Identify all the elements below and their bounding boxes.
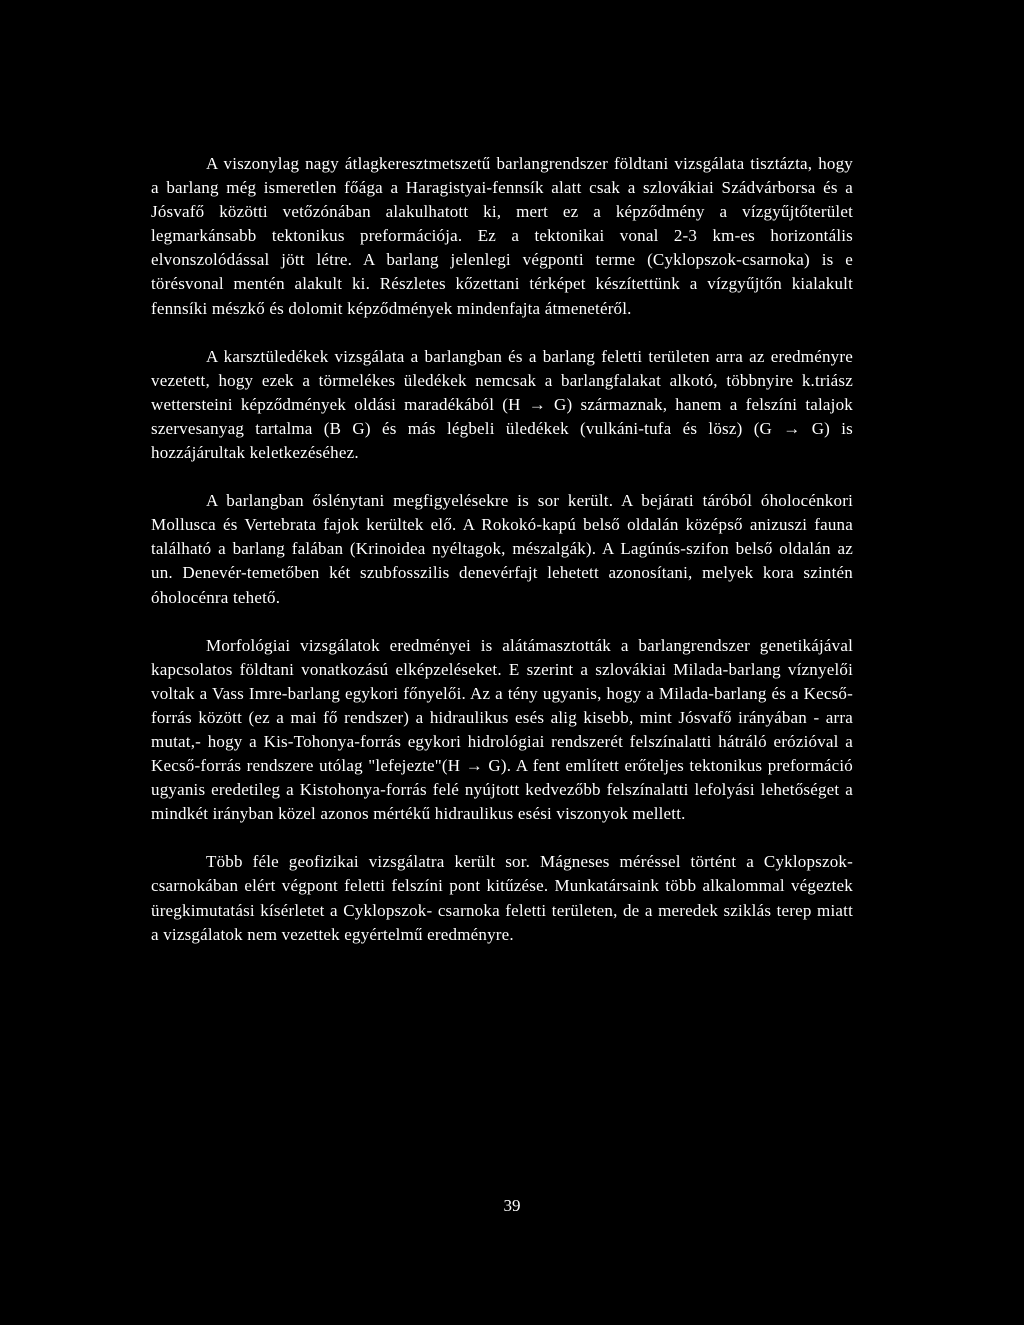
document-body: [151, 152, 853, 947]
paragraph-paleontology: A barlangban őslénytani megfigyelésekre is sor került. A bejárati táróból óholocénkori Mollusca és Vertebrata fajok kerültek elő. A Rokokó-kapú belső oldalán középső anizuszi fauna található a barlang falában (Krinoidea nyéltagok, mészalgák). A Lagúnús-szifon belső oldalán az un. Denevér-temetőben két szubfosszilis denevérfajt lehetett azonosítani, melyek kora szintén óholocénra tehető.: [151, 491, 853, 607]
paragraph-geophysics: Több féle geofizikai vizsgálatra került sor. Mágneses méréssel történt a Cyklopszok-csarnokában elért végpont feletti felszíni pont kitűzése. Munkatársaink több alkalommal végeztek üregkimutatási kísérletet a Cyklopszok- csarnoka feletti területen, de a meredek sziklás terep miatt a vizsgálatok nem vezettek egyértelmű eredményre.: [151, 852, 853, 944]
paragraph-morphology: Morfológiai vizsgálatok eredményei is alátámasztották a barlangrendszer genetikájával kapcsolatos földtani vonatkozású elképzeléseket. E szerint a szlovákiai Milada-barlang víznyelői voltak a Vass Imre-barlang egykori főnyelői. Az a tény ugyanis, hogy a Milada-barlang és a Kecső-forrás között (ez a mai fő rendszer) a hidraulikus esés alig kisebb, mint Jósvafő irányában - arra mutat,- hogy a Kis-Tohonya-forrás egykori hidrológiai rendszerét felszínalatti hátráló erózióval a Kecső-forrás rendszere utólag "lefejezte"(H → G). A fent említett erőteljes tektonikus preformáció ugyanis eredetileg a Kistohonya-forrás felé nyújtott kedvezőbb felszínalatti lefolyási lehetőséget a mindkét irányban közel azonos mértékű hidraulikus esési viszonyok mellett.: [151, 635, 853, 824]
paragraph-karst-sediments: A karsztüledékek vizsgálata a barlangban és a barlang feletti területen arra az eredményre vezetett, hogy ezek a törmelékes üledékek nemcsak a barlangfalakat alkotó, többnyire k.triász wettersteini képződmények oldási maradékából (H → G) származnak, hanem a felszíni talajok szervesanyag tartalma (B G) és más légbeli üledékek (vulkáni-tufa és lösz) (G → G) is hozzájárultak keletkezéséhez.: [151, 346, 853, 463]
paragraph-geology: A viszonylag nagy átlagkeresztmetszetű barlangrendszer földtani vizsgálata tisztázta, hogy a barlang még ismeretlen főága a Haragistyai-fennsík alatt csak a szlovákiai Szádvárborsa és a Jósvafő közötti vetőzónában alakulhatott ki, mert ez a képződmény a vízgyűjtőterület legmarkánsabb tektonikus preformációja. Ez a tektonikai vonal 2-3 km-es horizontális elvonszolódással jött létre. A barlang jelenlegi végponti terme (Cyklopszok-csarnoka) is e törésvonal mentén alakult ki. Részletes kőzettani térképet készítettünk a vízgyűjtőn kialakult fennsíki mészkő és dolomit képződmények mindenfajta átmenetéről.: [151, 154, 853, 318]
page-number: 39: [503, 1196, 521, 1215]
